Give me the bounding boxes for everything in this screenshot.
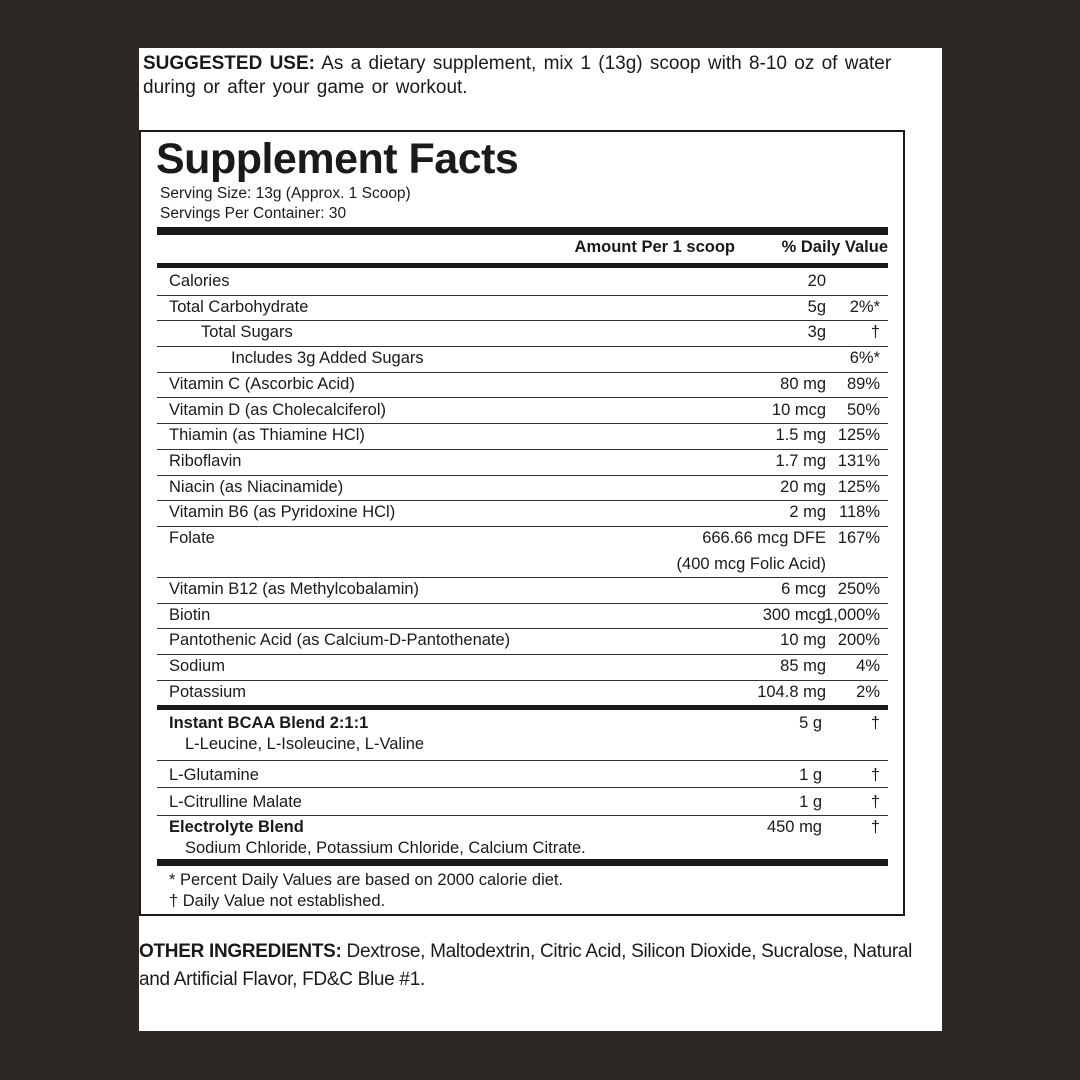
nutrient-daily-value: 200% (837, 631, 880, 650)
nutrient-daily-value: 118% (839, 503, 880, 522)
nutrient-row (157, 577, 888, 604)
blend-row (157, 815, 888, 865)
blend-amount: 5 g (799, 714, 822, 732)
supplement-facts-panel (139, 130, 905, 916)
nutrient-amount: 85 mg (780, 657, 826, 676)
label-panel (139, 48, 942, 1031)
nutrient-daily-value: 50% (846, 400, 880, 419)
blend-name: Instant BCAA Blend 2:1:1 (169, 714, 369, 732)
nutrient-name: Calories (169, 272, 230, 290)
nutrient-amount: 10 mcg (771, 400, 826, 419)
col-amount-header: Amount Per 1 scoop (574, 238, 735, 256)
blend-components: L-Leucine, L-Isoleucine, L-Valine (185, 735, 425, 753)
nutrient-daily-value: 125% (837, 477, 880, 496)
blend-amount: 450 mg (766, 818, 822, 836)
nutrient-row (157, 603, 888, 630)
nutrient-row (157, 654, 888, 681)
nutrient-row (157, 398, 888, 425)
thick-divider (157, 227, 888, 235)
nutrient-name: Thiamin (as Thiamine HCl) (169, 426, 365, 445)
nutrient-amount: 3g (807, 323, 826, 342)
nutrient-amount: 1.5 mg (775, 426, 826, 445)
serving-size: Serving Size: 13g (Approx. 1 Scoop) (160, 185, 411, 202)
nutrient-name: Folate (169, 529, 215, 547)
nutrient-row (157, 372, 888, 399)
nutrient-row (157, 449, 888, 476)
nutrient-row (157, 295, 888, 322)
servings-per-container: Servings Per Container: 30 (160, 205, 347, 222)
nutrient-amount-secondary: (400 mcg Folic Acid) (676, 555, 826, 573)
nutrient-row (157, 628, 888, 655)
nutrient-daily-value: 2% (856, 682, 880, 701)
nutrient-daily-value: 2%* (849, 297, 880, 316)
nutrient-daily-value: 167% (837, 529, 880, 547)
nutrient-row (157, 475, 888, 502)
nutrient-daily-value: 4% (856, 657, 880, 676)
blend-daily-value: † (870, 818, 880, 836)
nutrient-daily-value: 89% (846, 374, 880, 393)
nutrient-daily-value: 250% (837, 580, 880, 598)
nutrient-amount: 80 mg (780, 374, 826, 393)
nutrient-name: Riboflavin (169, 451, 242, 470)
nutrient-daily-value: 6%* (849, 349, 880, 368)
column-header (157, 238, 888, 262)
nutrient-name: Total Sugars (201, 323, 293, 342)
blend-amount: 1 g (799, 793, 822, 811)
nutrient-name: Potassium (169, 682, 247, 701)
nutrient-row (157, 346, 888, 373)
nutrient-name: Biotin (169, 605, 211, 624)
nutrient-row (157, 680, 888, 706)
facts-title: Supplement Facts (156, 135, 519, 183)
other-ingredients (139, 938, 939, 994)
blend-daily-value: † (870, 714, 880, 732)
nutrient-row (157, 500, 888, 527)
nutrient-name: Vitamin D (as Cholecalciferol) (169, 400, 387, 419)
blend-amount: 1 g (799, 766, 822, 784)
nutrient-name: Niacin (as Niacinamide) (169, 477, 344, 496)
blend-name: Electrolyte Blend (169, 818, 304, 836)
nutrient-row (157, 320, 888, 347)
footnote-dv-not-established: † Daily Value not established. (169, 892, 386, 910)
col-dv-header: % Daily Value (781, 238, 888, 256)
nutrient-amount: 300 mcg (762, 605, 826, 624)
nutrient-amount: 2 mg (789, 503, 826, 522)
blend-name: L-Glutamine (169, 766, 259, 784)
nutrient-amount: 104.8 mg (757, 682, 826, 701)
blend-daily-value: † (870, 793, 880, 811)
blend-daily-value: † (870, 766, 880, 784)
blend-components: Sodium Chloride, Potassium Chloride, Calcium Citrate. (185, 839, 586, 857)
nutrient-name: Total Carbohydrate (169, 297, 309, 316)
nutrient-daily-value: 125% (837, 426, 880, 445)
medium-divider-2 (157, 705, 888, 710)
other-ingredients-label: OTHER INGREDIENTS: (139, 941, 342, 962)
nutrient-amount: 666.66 mcg DFE (702, 529, 826, 547)
nutrient-name: Vitamin B12 (as Methylcobalamin) (169, 580, 420, 598)
thick-divider-bottom (157, 859, 888, 866)
nutrient-daily-value: † (870, 323, 880, 342)
suggested-use (143, 52, 933, 100)
nutrient-row (157, 526, 888, 578)
nutrient-daily-value: 131% (837, 451, 880, 470)
medium-divider (157, 263, 888, 268)
nutrient-amount: 1.7 mg (775, 451, 826, 470)
blend-row (157, 711, 888, 761)
blend-row (157, 787, 888, 816)
suggested-use-label: SUGGESTED USE: (143, 53, 315, 74)
nutrient-amount: 20 (807, 272, 826, 290)
nutrient-amount: 6 mcg (781, 580, 826, 598)
nutrient-amount: 20 mg (780, 477, 826, 496)
nutrient-row (157, 269, 888, 296)
other-ingredients-text: Dextrose, Maltodextrin, Citric Acid, Silicon Dioxide, Sucralose, Natural and Artificial Flavor, FD&C Blue #1. (139, 941, 913, 990)
nutrient-name: Vitamin B6 (as Pyridoxine HCl) (169, 503, 396, 522)
nutrient-row (157, 423, 888, 450)
footnote-dv-basis: * Percent Daily Values are based on 2000 calorie diet. (169, 871, 564, 889)
nutrient-name: Pantothenic Acid (as Calcium-D-Pantothenate) (169, 631, 511, 650)
footnotes (169, 870, 563, 912)
nutrient-name: Sodium (169, 657, 225, 676)
suggested-use-text: As a dietary supplement, mix 1 (13g) scoop with 8-10 oz of water during or after your game or workout. (143, 53, 892, 98)
nutrient-name: Vitamin C (Ascorbic Acid) (169, 374, 355, 393)
nutrient-name: Includes 3g Added Sugars (231, 349, 424, 368)
blend-name: L-Citrulline Malate (169, 793, 302, 811)
nutrient-amount: 10 mg (780, 631, 826, 650)
blend-row (157, 760, 888, 788)
nutrient-amount: 5g (807, 297, 826, 316)
nutrient-daily-value: 1,000% (824, 605, 880, 624)
